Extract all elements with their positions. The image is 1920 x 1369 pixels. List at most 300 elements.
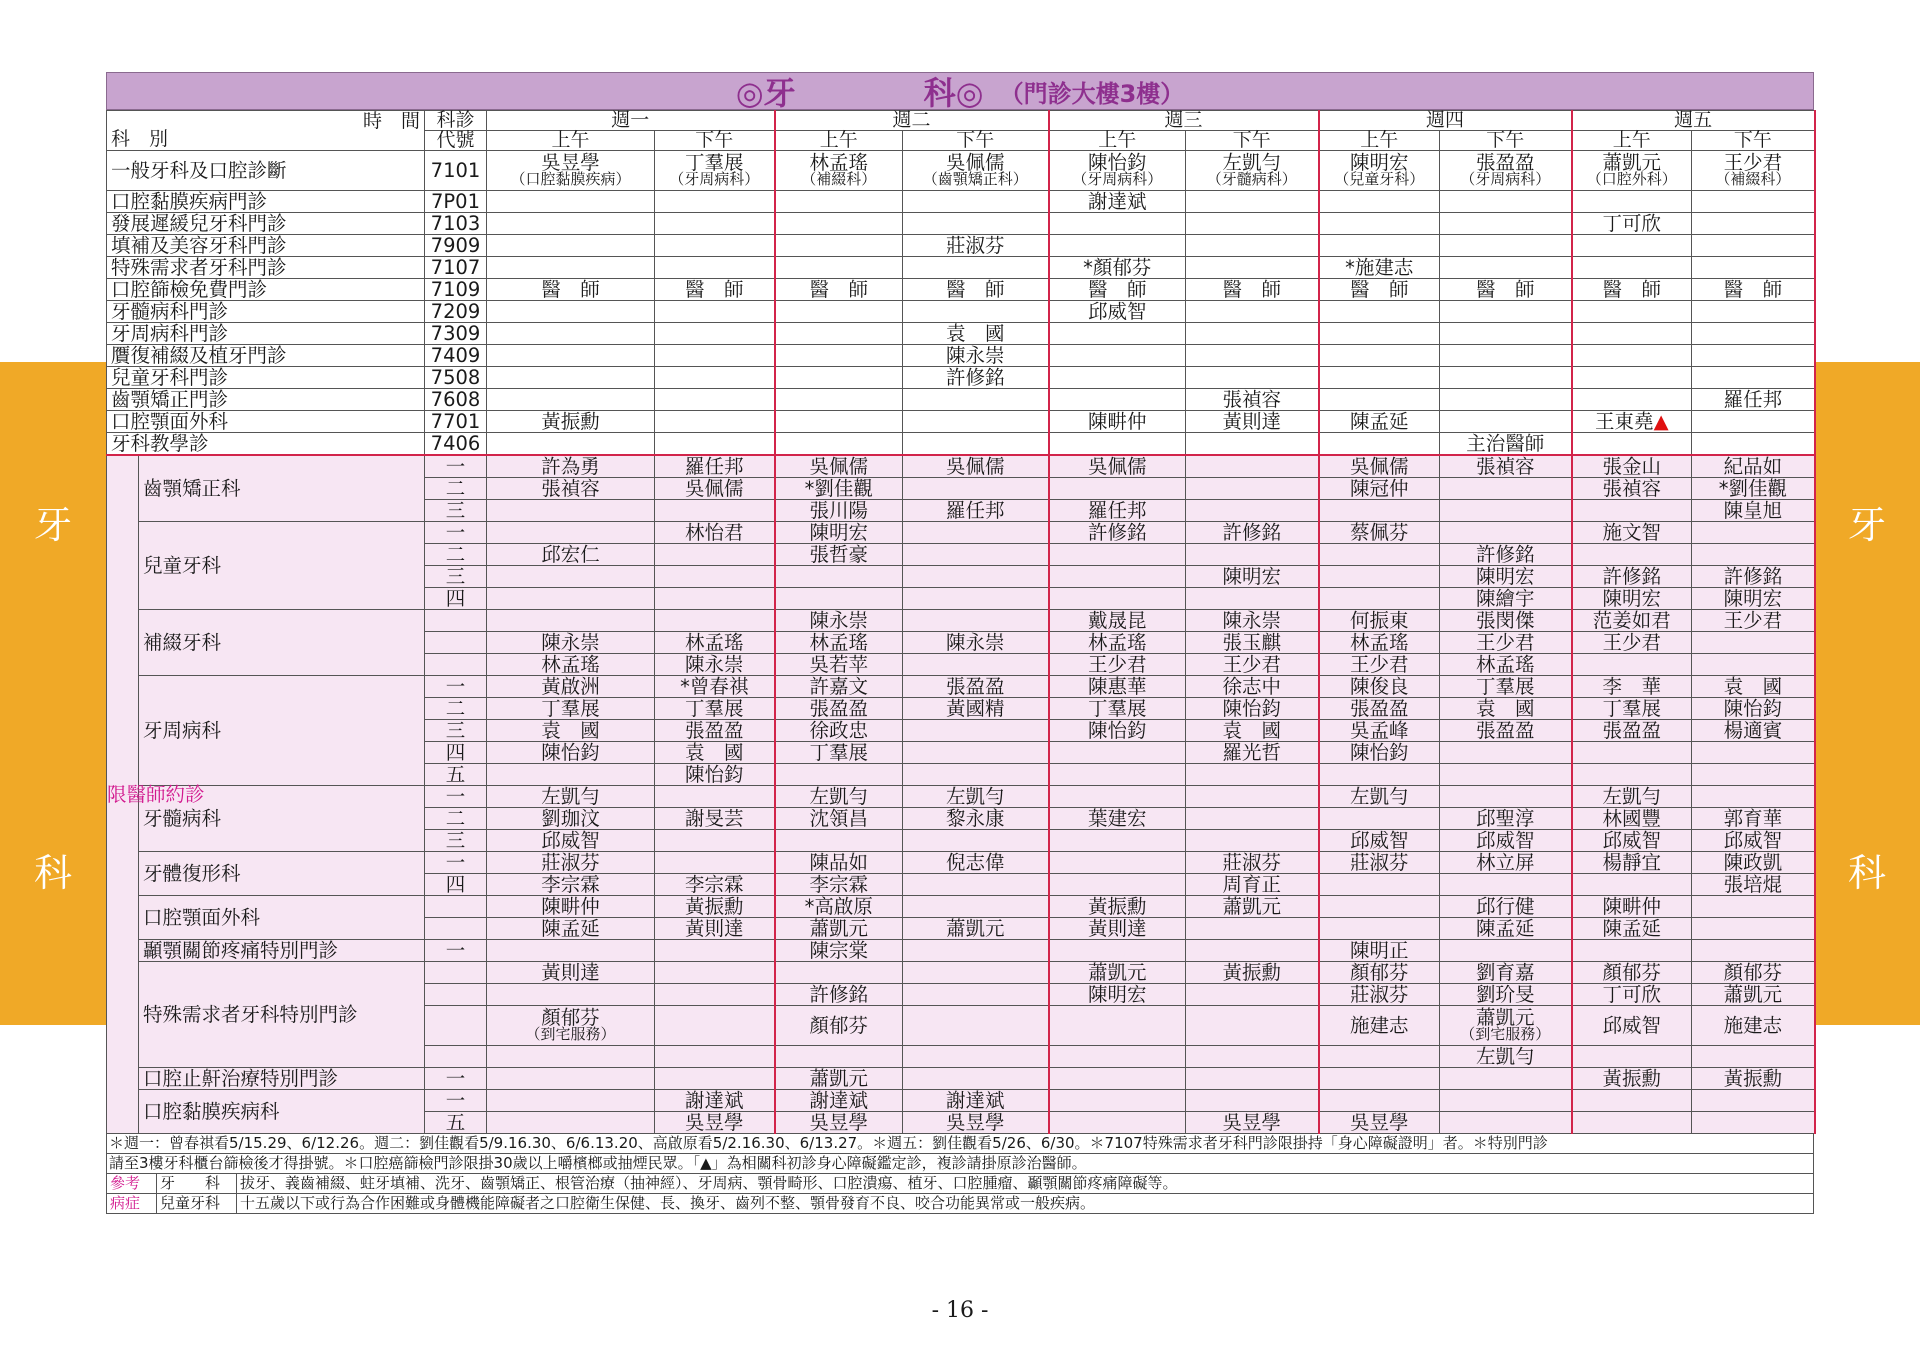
doctor-name: 左凱勻 <box>1222 151 1282 174</box>
schedule-cell <box>1049 1046 1186 1068</box>
schedule-cell: 陳明宏 <box>775 522 903 544</box>
week-number: 三 <box>425 830 487 852</box>
schedule-cell <box>1049 1006 1186 1046</box>
specialty-note: （到宅服務） <box>525 1025 616 1043</box>
clinic-name: 發展遲緩兒牙科門診 <box>107 213 425 235</box>
schedule-cell: 顏郁芬 <box>1572 962 1692 984</box>
schedule-cell <box>1572 1046 1692 1068</box>
week-number: 一 <box>425 940 487 962</box>
schedule-cell: 陳明宏 <box>1186 566 1319 588</box>
schedule-cell <box>487 191 655 213</box>
schedule-cell: 張盈盈 <box>1319 698 1440 720</box>
schedule-cell <box>655 1046 775 1068</box>
schedule-cell: 邱宏仁 <box>487 544 655 566</box>
schedule-cell <box>1049 235 1186 257</box>
specialty-note: （到宅服務） <box>1460 1025 1551 1043</box>
schedule-cell: 陳永崇 <box>487 632 655 654</box>
pm-header: 下午 <box>655 131 775 151</box>
schedule-cell <box>1572 151 1692 191</box>
schedule-cell <box>903 191 1049 213</box>
clinic-code: 7409 <box>425 345 487 367</box>
schedule-cell: 許修銘 <box>903 367 1049 389</box>
day-header: 週一 <box>487 111 775 131</box>
schedule-cell: 羅任邦 <box>1049 500 1186 522</box>
schedule-cell: 醫 師 <box>1572 279 1692 301</box>
schedule-cell <box>903 478 1049 500</box>
schedule-cell <box>1440 191 1572 213</box>
clinic-name: 牙髓病科門診 <box>107 301 425 323</box>
schedule-cell <box>903 1046 1049 1068</box>
schedule-cell <box>1049 764 1186 786</box>
doctor-name: 陳明宏 <box>1350 151 1409 174</box>
schedule-cell <box>487 213 655 235</box>
schedule-cell <box>487 984 655 1006</box>
specialty-name: 特殊需求者牙科特別門診 <box>139 962 425 1068</box>
schedule-cell: 謝達斌 <box>903 1090 1049 1112</box>
schedule-cell: 王少君 <box>1572 632 1692 654</box>
schedule-cell <box>655 235 775 257</box>
schedule-cell: 陳明正 <box>1319 940 1440 962</box>
schedule-cell: 王少君 <box>1186 654 1319 676</box>
reference-label: 參考 <box>107 1174 157 1193</box>
schedule-cell <box>487 1006 655 1046</box>
schedule-cell <box>487 235 655 257</box>
schedule-cell <box>1049 478 1186 500</box>
am-header: 上午 <box>775 131 903 151</box>
schedule-cell: 吳昱學 <box>903 1112 1049 1134</box>
schedule-cell: 陳宗棠 <box>775 940 903 962</box>
schedule-cell <box>1692 654 1815 676</box>
pm-header: 下午 <box>1440 131 1572 151</box>
schedule-cell: 左凱勻 <box>1440 1046 1572 1068</box>
schedule-cell: 許修銘 <box>1440 544 1572 566</box>
schedule-cell <box>1186 830 1319 852</box>
schedule-cell <box>903 720 1049 742</box>
schedule-cell <box>1319 588 1440 610</box>
schedule-cell: 羅任邦 <box>1692 389 1815 411</box>
schedule-cell: 左凱勻 <box>1319 786 1440 808</box>
schedule-cell <box>655 940 775 962</box>
schedule-cell: 張禎容 <box>487 478 655 500</box>
schedule-cell: 丁羣展 <box>1440 676 1572 698</box>
schedule-cell: 黃則達 <box>655 918 775 940</box>
schedule-cell <box>1319 500 1440 522</box>
appointment-row <box>107 455 1815 478</box>
schedule-cell: 吳昱學 <box>655 1112 775 1134</box>
schedule-cell: 陳政凱 <box>1692 852 1815 874</box>
schedule-cell <box>1049 566 1186 588</box>
schedule-cell <box>487 522 655 544</box>
week-number: 一 <box>425 852 487 874</box>
schedule-cell: 許嘉文 <box>775 676 903 698</box>
schedule-cell: 醫 師 <box>1319 279 1440 301</box>
clinic-row <box>107 191 1815 213</box>
schedule-cell <box>775 566 903 588</box>
schedule-cell <box>1319 808 1440 830</box>
schedule-cell <box>1692 257 1815 279</box>
schedule-cell <box>1572 764 1692 786</box>
schedule-cell <box>1319 345 1440 367</box>
schedule-cell <box>1186 940 1319 962</box>
schedule-cell <box>1049 588 1186 610</box>
schedule-cell: 丁羣展 <box>487 698 655 720</box>
doctor-name: 吳佩儒 <box>946 151 1005 174</box>
time-header: 時 間 <box>362 110 420 132</box>
clinic-row <box>107 235 1815 257</box>
clinic-row <box>107 345 1815 367</box>
schedule-cell <box>903 433 1049 456</box>
schedule-cell <box>487 301 655 323</box>
schedule-cell <box>1572 874 1692 896</box>
disease-label: 病症 <box>107 1194 157 1213</box>
schedule-cell: 劉玠旻 <box>1440 984 1572 1006</box>
schedule-cell <box>655 610 775 632</box>
schedule-cell: 顏郁芬 <box>1319 962 1440 984</box>
schedule-cell <box>1319 764 1440 786</box>
schedule-cell: 張盈盈 <box>1572 720 1692 742</box>
schedule-cell <box>903 522 1049 544</box>
clinic-name: 牙科教學診 <box>107 433 425 456</box>
schedule-cell <box>1049 389 1186 411</box>
schedule-cell: 林孟瑤 <box>1440 654 1572 676</box>
clinic-code: 7107 <box>425 257 487 279</box>
schedule-cell: 倪志偉 <box>903 852 1049 874</box>
clinic-code: 7909 <box>425 235 487 257</box>
schedule-cell <box>1572 191 1692 213</box>
schedule-cell: 邱威智 <box>1572 1006 1692 1046</box>
schedule-cell: 張盈盈 <box>1440 720 1572 742</box>
schedule-cell <box>775 367 903 389</box>
appointment-row <box>107 962 1815 984</box>
footnote-line-1: ＊週一：曾春祺看5/15.29、6/12.26。週二：劉佳觀看5/9.16.30、6/6.13.20、高啟原看5/2.16.30、6/13.27。＊週五：劉佳觀看5/26、6/30。＊7107特殊需求者牙科門診限掛持「身心障礙證明」者。＊特別門診 <box>107 1134 1813 1154</box>
doctor-name: 王東堯 <box>1595 410 1654 433</box>
schedule-cell: 醫 師 <box>1440 279 1572 301</box>
reference-dept: 牙 科 <box>157 1174 237 1193</box>
schedule-cell <box>655 962 775 984</box>
schedule-cell: 施文智 <box>1572 522 1692 544</box>
pm-header: 下午 <box>903 131 1049 151</box>
reference-text: 拔牙、義齒補綴、蛀牙填補、洗牙、齒顎矯正、根管治療（抽神經）、牙周病、顎骨畸形、口腔潰瘍、植牙、口腔腫瘤、顳顎關節疼痛障礙等。 <box>240 1174 1178 1192</box>
clinic-name: 口腔黏膜疾病門診 <box>107 191 425 213</box>
schedule-cell: 袁 國 <box>655 742 775 764</box>
schedule-cell: 楊靜宜 <box>1572 852 1692 874</box>
schedule-cell <box>1440 411 1572 433</box>
schedule-cell: 黃振勳 <box>1049 896 1186 918</box>
schedule-cell: 范姜如君 <box>1572 610 1692 632</box>
schedule-cell: 羅光哲 <box>1186 742 1319 764</box>
schedule-cell: 蕭凱元 <box>903 918 1049 940</box>
schedule-cell: 丁羣展 <box>1572 698 1692 720</box>
schedule-cell: 施建志 <box>1692 1006 1815 1046</box>
schedule-cell <box>1572 1112 1692 1134</box>
schedule-cell <box>1440 742 1572 764</box>
schedule-cell <box>903 544 1049 566</box>
schedule-cell <box>903 588 1049 610</box>
schedule-cell <box>655 433 775 456</box>
clinic-row <box>107 301 1815 323</box>
schedule-cell: 許修銘 <box>1692 566 1815 588</box>
schedule-sheet <box>106 72 1814 1292</box>
schedule-cell <box>1186 1006 1319 1046</box>
schedule-cell <box>1319 918 1440 940</box>
week-number <box>425 918 487 940</box>
schedule-cell: 許修銘 <box>775 984 903 1006</box>
schedule-cell: 戴晟昆 <box>1049 610 1186 632</box>
schedule-cell <box>1692 896 1815 918</box>
schedule-cell: 邱威智 <box>1692 830 1815 852</box>
schedule-cell <box>1440 389 1572 411</box>
schedule-cell <box>1692 301 1815 323</box>
schedule-cell: 張玉麒 <box>1186 632 1319 654</box>
week-number <box>425 962 487 984</box>
schedule-cell <box>903 896 1049 918</box>
schedule-cell <box>1049 1090 1186 1112</box>
schedule-cell <box>1692 191 1815 213</box>
schedule-cell <box>655 151 775 191</box>
clinic-code: 7101 <box>425 151 487 191</box>
doctor-name: 吳昱學 <box>541 151 600 174</box>
schedule-cell <box>1692 151 1815 191</box>
schedule-cell <box>1440 1068 1572 1090</box>
specialty-note: （牙周病科） <box>1460 170 1551 188</box>
schedule-cell <box>1692 764 1815 786</box>
schedule-cell <box>1440 500 1572 522</box>
schedule-cell <box>1572 367 1692 389</box>
schedule-cell: 葉建宏 <box>1049 808 1186 830</box>
schedule-cell: 陳惠華 <box>1049 676 1186 698</box>
schedule-cell: 羅任邦 <box>655 455 775 478</box>
schedule-cell: *劉佳觀 <box>1692 478 1815 500</box>
footnotes <box>106 1134 1814 1214</box>
schedule-cell <box>1319 1090 1440 1112</box>
schedule-cell: 陳畊仲 <box>1049 411 1186 433</box>
doctor-name: 顏郁芬 <box>541 1006 600 1029</box>
schedule-cell <box>775 962 903 984</box>
schedule-cell: 林孟瑤 <box>1049 632 1186 654</box>
schedule-cell <box>655 544 775 566</box>
schedule-cell <box>775 257 903 279</box>
schedule-cell <box>487 433 655 456</box>
schedule-cell <box>1049 544 1186 566</box>
schedule-cell: 醫 師 <box>775 279 903 301</box>
schedule-cell <box>1319 1068 1440 1090</box>
specialty-name: 口腔黏膜疾病科 <box>139 1090 425 1134</box>
clinic-name: 特殊需求者牙科門診 <box>107 257 425 279</box>
schedule-cell <box>775 235 903 257</box>
week-number <box>425 1046 487 1068</box>
schedule-cell <box>655 411 775 433</box>
schedule-cell <box>1440 786 1572 808</box>
schedule-cell <box>1692 1046 1815 1068</box>
specialty-name: 牙周病科 <box>139 676 425 786</box>
schedule-cell: 黎永康 <box>903 808 1049 830</box>
schedule-cell <box>1049 874 1186 896</box>
schedule-cell: *高啟原 <box>775 896 903 918</box>
specialty-name: 牙髓病科 <box>139 786 425 852</box>
schedule-cell <box>487 1112 655 1134</box>
schedule-cell: 醫 師 <box>1186 279 1319 301</box>
schedule-cell: 李宗霖 <box>487 874 655 896</box>
schedule-cell: 陳永崇 <box>903 345 1049 367</box>
week-number: 四 <box>425 874 487 896</box>
schedule-cell: 丁羣展 <box>775 742 903 764</box>
week-number <box>425 896 487 918</box>
schedule-cell <box>1440 323 1572 345</box>
specialty-note: （兒童牙科） <box>1334 170 1425 188</box>
schedule-cell <box>655 1068 775 1090</box>
schedule-cell <box>1049 151 1186 191</box>
clinic-code: 7P01 <box>425 191 487 213</box>
side-tab-right <box>1814 362 1920 1025</box>
schedule-cell <box>655 301 775 323</box>
schedule-cell <box>903 984 1049 1006</box>
schedule-cell: 吳佩儒 <box>655 478 775 500</box>
schedule-cell <box>1440 764 1572 786</box>
schedule-cell: 陳品如 <box>775 852 903 874</box>
schedule-cell <box>1319 544 1440 566</box>
schedule-cell <box>1692 235 1815 257</box>
schedule-cell: *劉佳觀 <box>775 478 903 500</box>
schedule-cell <box>655 566 775 588</box>
schedule-cell <box>1186 478 1319 500</box>
schedule-cell: 莊淑芬 <box>1186 852 1319 874</box>
schedule-cell: 林孟瑤 <box>775 632 903 654</box>
schedule-cell <box>1692 411 1815 433</box>
schedule-cell <box>1572 940 1692 962</box>
schedule-cell: 陳明宏 <box>1440 566 1572 588</box>
schedule-cell <box>1572 301 1692 323</box>
schedule-cell <box>903 566 1049 588</box>
clinic-name: 牙周病科門診 <box>107 323 425 345</box>
schedule-cell: 吳昱學 <box>1186 1112 1319 1134</box>
schedule-cell: 邱威智 <box>487 830 655 852</box>
schedule-cell: 吳若苹 <box>775 654 903 676</box>
schedule-cell <box>1319 235 1440 257</box>
schedule-cell: 左凱勻 <box>1572 786 1692 808</box>
schedule-cell <box>1186 1046 1319 1068</box>
disease-dept: 兒童牙科 <box>157 1194 237 1213</box>
schedule-cell <box>1319 1046 1440 1068</box>
schedule-cell: 徐政忠 <box>775 720 903 742</box>
schedule-cell <box>1692 940 1815 962</box>
schedule-cell: 陳明宏 <box>1692 588 1815 610</box>
week-number: 三 <box>425 500 487 522</box>
doctor-name: 林孟瑤 <box>809 151 869 174</box>
schedule-cell <box>487 1046 655 1068</box>
schedule-cell <box>903 874 1049 896</box>
schedule-cell <box>1186 544 1319 566</box>
week-number: 二 <box>425 544 487 566</box>
schedule-cell: 醫 師 <box>1049 279 1186 301</box>
schedule-cell: 王少君 <box>1319 654 1440 676</box>
schedule-cell <box>1049 213 1186 235</box>
specialty-note: （補綴科） <box>1715 170 1791 188</box>
schedule-cell <box>1319 566 1440 588</box>
specialty-name: 補綴牙科 <box>139 610 425 676</box>
schedule-cell: 施建志 <box>1319 1006 1440 1046</box>
schedule-cell: 陳永崇 <box>903 632 1049 654</box>
schedule-cell: 李宗霖 <box>775 874 903 896</box>
schedule-cell: 黃振勳 <box>655 896 775 918</box>
doctor-name: 陳怡鈞 <box>1088 151 1147 174</box>
schedule-cell: 蕭凱元 <box>775 918 903 940</box>
page-number: - 16 - <box>931 1298 989 1323</box>
specialty-note: （齒顎矯正科） <box>922 170 1028 188</box>
schedule-cell: 王少君 <box>1440 632 1572 654</box>
schedule-cell <box>1319 433 1440 456</box>
schedule-cell <box>1319 151 1440 191</box>
clinic-code: 7701 <box>425 411 487 433</box>
schedule-cell <box>1692 433 1815 456</box>
schedule-cell <box>1319 874 1440 896</box>
schedule-cell <box>1692 522 1815 544</box>
schedule-cell: 許修銘 <box>1572 566 1692 588</box>
clinic-code: 7508 <box>425 367 487 389</box>
specialty-note: （牙周病科） <box>669 170 760 188</box>
schedule-cell: *施建志 <box>1319 257 1440 279</box>
side-tab-right-char-2: 科 <box>1847 851 1886 895</box>
schedule-cell <box>903 151 1049 191</box>
schedule-cell: 莊淑芬 <box>1319 852 1440 874</box>
schedule-cell <box>1692 367 1815 389</box>
week-number: 一 <box>425 522 487 544</box>
schedule-cell: 張禎容 <box>1440 455 1572 478</box>
schedule-cell <box>775 151 903 191</box>
schedule-cell: 許為勇 <box>487 455 655 478</box>
schedule-cell: 吳佩儒 <box>775 455 903 478</box>
schedule-cell <box>655 786 775 808</box>
schedule-cell: 陳俊良 <box>1319 676 1440 698</box>
schedule-cell: 醫 師 <box>655 279 775 301</box>
week-number: 一 <box>425 1090 487 1112</box>
schedule-cell: 邱行健 <box>1440 896 1572 918</box>
schedule-cell <box>1186 588 1319 610</box>
schedule-cell <box>1186 764 1319 786</box>
week-number: 五 <box>425 1112 487 1134</box>
schedule-cell <box>903 830 1049 852</box>
week-number: 一 <box>425 786 487 808</box>
schedule-cell <box>1440 301 1572 323</box>
disability-marker-icon: ▲ <box>1653 410 1669 433</box>
appointment-row <box>107 786 1815 808</box>
schedule-cell <box>1319 213 1440 235</box>
week-number: 四 <box>425 742 487 764</box>
schedule-cell: 黃振勳 <box>1572 1068 1692 1090</box>
appointment-row <box>107 610 1815 632</box>
schedule-cell <box>1572 323 1692 345</box>
schedule-cell: 丁羣展 <box>1049 698 1186 720</box>
clinic-row <box>107 213 1815 235</box>
specialty-name: 兒童牙科 <box>139 522 425 610</box>
schedule-cell: 許修銘 <box>1186 522 1319 544</box>
schedule-cell <box>1319 323 1440 345</box>
clinic-row <box>107 323 1815 345</box>
am-header: 上午 <box>487 131 655 151</box>
schedule-cell: 醫 師 <box>1692 279 1815 301</box>
schedule-cell <box>1572 345 1692 367</box>
schedule-cell <box>1572 389 1692 411</box>
week-number <box>425 632 487 654</box>
doctor-name: 丁羣展 <box>685 151 744 174</box>
schedule-cell: 袁 國 <box>1692 676 1815 698</box>
schedule-cell <box>1049 940 1186 962</box>
schedule-cell: 吳孟峰 <box>1319 720 1440 742</box>
schedule-cell: 謝達斌 <box>655 1090 775 1112</box>
schedule-cell <box>1692 323 1815 345</box>
schedule-cell <box>903 257 1049 279</box>
schedule-cell <box>1049 742 1186 764</box>
clinic-code: 7109 <box>425 279 487 301</box>
